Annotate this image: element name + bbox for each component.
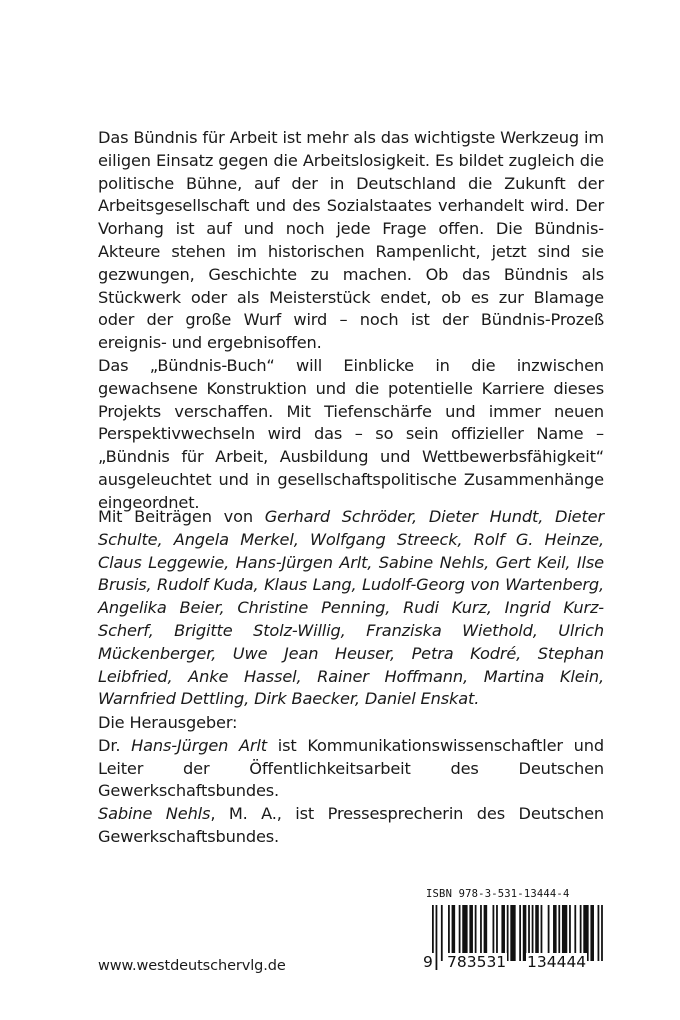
contributors-names: Gerhard Schröder, Dieter Hundt, Dieter Schulte, Angela Merkel, Wolfgang Streeck, Rolf G. Heinze, Claus Leggewie, Hans-Jürgen Arlt, Sabine Nehls, Gert Keil, Ilse Brusis, Rudolf Kuda, Klaus Lang, Ludolf-Georg von Wartenberg, Angelika Beier, Christine Penning, Rudi Kurz, Ingrid Kurz-Scherf, Brigitte Stolz-Willig, Franziska Wiethold, Ulrich Mückenberger, Uwe Jean Heuser, Petra Kodré, Stephan Leibfried, Anke Hassel, Rainer Hoffmann, Martina Klein, Warnfried Dettling, Dirk Baecker, Daniel Enskat. [98, 507, 604, 709]
editor-2-text: , M. A., ist Pressesprecherin des Deutschen Gewerkschaftsbundes. [98, 804, 605, 846]
contributors-lead: Mit Beiträgen von [98, 507, 265, 526]
editor-1-name: Hans-Jürgen Arlt [131, 735, 267, 755]
editors-heading: Die Herausgeber: [98, 713, 238, 732]
publisher-url[interactable]: www.westdeutschervlg.de [98, 958, 286, 974]
barcode-digit-group-1: 783531 [447, 953, 507, 971]
isbn-label: ISBN 978-3-531-13444-4 [426, 888, 570, 900]
editor-1-text: ist Kommunikationswissenschaftler und Leiter der Öffentlichkeitsarbeit des Deutschen Gewerkschaftsbundes. [98, 735, 604, 801]
barcode-digit-group-2: 134444 [527, 953, 587, 971]
editor-1-prefix: Dr. [98, 735, 132, 755]
intro-text [98, 127, 604, 515]
isbn-barcode [418, 888, 608, 988]
barcode-digit-first: 9 [423, 953, 433, 971]
editors-section [98, 712, 604, 849]
intro-paragraph-1: Das Bündnis für Arbeit ist mehr als das wichtigste Werkzeug im eiligen Einsatz gegen die Arbeitslosigkeit. Es bildet zugleich die politische Bühne, auf der in Deutschland die Zukunft der Arbeitsgesellschaft und des Sozialstaates verhandelt wird. Der Vorhang ist auf und noch jede Frage offen. Die Bündnis-Akteure stehen im historischen Rampenlicht, jetzt sind sie gezwungen, Geschichte zu machen. Ob das Bündnis als Stückwerk oder als Meisterstück endet, ob es zur Blamage oder der große Wurf wird – noch ist der Bündnis-Prozeß ereignis- und ergebnisoffen. [98, 128, 604, 353]
contributors-paragraph [98, 506, 604, 711]
contributors-list [98, 506, 604, 711]
intro-paragraph-2: Das „Bündnis-Buch“ will Einblicke in die inzwischen gewachsene Konstruktion und die potentielle Karriere dieses Projekts verschaffen. Mit Tiefenschärfe und immer neuen Perspektivwechseln wird das – so sein offizieller Name – „Bündnis für Arbeit, Ausbildung und Wettbewerbsfähigkeit“ ausgeleuchtet und in gesellschaftspolitische Zusammenhänge eingeordnet. [98, 355, 604, 512]
editor-1-bio [98, 735, 604, 803]
editor-2-bio [98, 803, 604, 849]
editor-2-name: Sabine Nehls [98, 804, 211, 824]
